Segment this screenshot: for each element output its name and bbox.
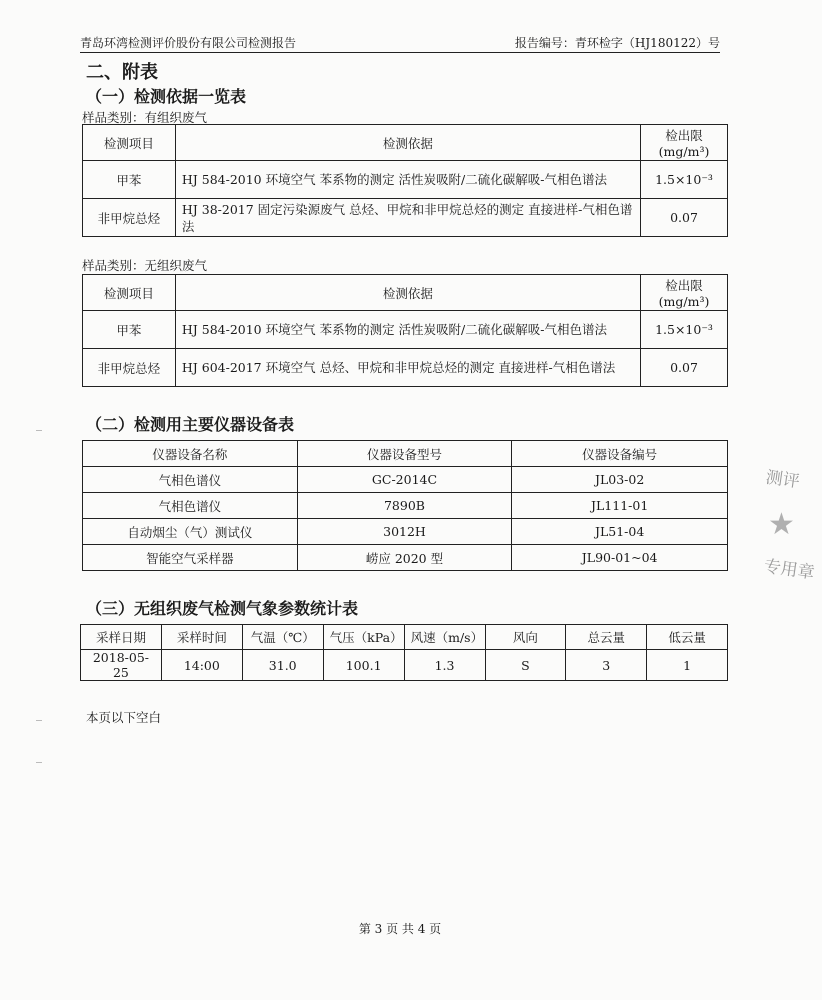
page-number: 第 3 页 共 4 页: [358, 922, 442, 936]
header-item: 检测项目: [83, 125, 176, 161]
header-date: 采样日期: [81, 625, 162, 650]
page-header: [80, 36, 720, 53]
total-cloud-cell: 3: [566, 650, 647, 681]
instrument-name: 气相色谱仪: [83, 467, 298, 493]
low-cloud-cell: 1: [647, 650, 728, 681]
header-instrument-model: 仪器设备型号: [297, 441, 512, 467]
header-basis: 检测依据: [175, 125, 640, 161]
stamp-text-bottom: 专用章: [762, 556, 816, 584]
margin-mark: [36, 430, 42, 431]
company-report-title: 青岛环湾检测评价股份有限公司检测报告: [80, 36, 297, 50]
item-cell: 甲苯: [83, 311, 176, 349]
basis-cell: HJ 584-2010 环境空气 苯系物的测定 活性炭吸附/二硫化碳解吸-气相色谱法: [175, 311, 640, 349]
header-wind-speed: 风速（m/s）: [404, 625, 485, 650]
table-header-row: [83, 275, 728, 311]
table-header-row: [83, 441, 728, 467]
section-title: 二、附表: [86, 62, 158, 83]
basis-table-organized: [82, 124, 728, 237]
report-number: 报告编号：青环检字（HJ180122）号: [514, 36, 720, 50]
instrument-name: 自动烟尘（气）测试仪: [83, 519, 298, 545]
header-item: 检测项目: [83, 275, 176, 311]
margin-mark: [36, 720, 42, 721]
instrument-model: GC-2014C: [297, 467, 512, 493]
table-row: [83, 545, 728, 571]
basis-title: （一）检测依据一览表: [86, 87, 247, 106]
star-icon: ★: [768, 507, 795, 542]
instrument-id: JL51-04: [512, 519, 728, 545]
limit-cell: 1.5×10⁻³: [641, 311, 728, 349]
table-row: [83, 199, 728, 237]
header-instrument-name: 仪器设备名称: [83, 441, 298, 467]
basis-cell: HJ 38-2017 固定污染源废气 总烃、甲烷和非甲烷总烃的测定 直接进样-气相色谱法: [175, 199, 640, 237]
item-cell: 非甲烷总烃: [83, 199, 176, 237]
table-row: [83, 493, 728, 519]
instrument-model: 7890B: [297, 493, 512, 519]
instrument-id: JL111-01: [512, 493, 728, 519]
basis-cell: HJ 584-2010 环境空气 苯系物的测定 活性炭吸附/二硫化碳解吸-气相色谱法: [175, 161, 640, 199]
weather-title: （三）无组织废气检测气象参数统计表: [86, 599, 359, 618]
table-row: [83, 519, 728, 545]
wind-speed-cell: 1.3: [404, 650, 485, 681]
category-unorganized: 样品类别：无组织废气: [82, 258, 208, 273]
time-cell: 14:00: [161, 650, 242, 681]
instrument-name: 智能空气采样器: [83, 545, 298, 571]
instrument-id: JL90-01~04: [512, 545, 728, 571]
header-total-cloud: 总云量: [566, 625, 647, 650]
wind-direction-cell: S: [485, 650, 566, 681]
table-row: [83, 311, 728, 349]
header-limit: 检出限 (mg/m³): [641, 125, 728, 161]
weather-table: [80, 624, 728, 681]
header-instrument-id: 仪器设备编号: [512, 441, 728, 467]
table-header-row: [83, 125, 728, 161]
table-row: [83, 467, 728, 493]
instrument-id: JL03-02: [512, 467, 728, 493]
margin-mark: [36, 762, 42, 763]
instrument-model: 3012H: [297, 519, 512, 545]
seal-stamp: [762, 455, 822, 615]
limit-cell: 1.5×10⁻³: [641, 161, 728, 199]
basis-cell: HJ 604-2017 环境空气 总烃、甲烷和非甲烷总烃的测定 直接进样-气相色谱法: [175, 349, 640, 387]
header-pressure: 气压（kPa）: [323, 625, 404, 650]
limit-cell: 0.07: [641, 199, 728, 237]
instruments-title: （二）检测用主要仪器设备表: [86, 415, 295, 434]
header-temperature: 气温（℃）: [242, 625, 323, 650]
temperature-cell: 31.0: [242, 650, 323, 681]
header-wind-direction: 风向: [485, 625, 566, 650]
header-basis: 检测依据: [175, 275, 640, 311]
date-cell: 2018-05-25: [81, 650, 162, 681]
instrument-name: 气相色谱仪: [83, 493, 298, 519]
basis-table-unorganized: [82, 274, 728, 387]
table-row: [83, 161, 728, 199]
header-low-cloud: 低云量: [647, 625, 728, 650]
instrument-model: 崂应 2020 型: [297, 545, 512, 571]
table-row: [81, 650, 728, 681]
pressure-cell: 100.1: [323, 650, 404, 681]
item-cell: 甲苯: [83, 161, 176, 199]
item-cell: 非甲烷总烃: [83, 349, 176, 387]
blank-below-note: 本页以下空白: [86, 710, 162, 725]
instruments-table: [82, 440, 728, 571]
header-time: 采样时间: [161, 625, 242, 650]
limit-cell: 0.07: [641, 349, 728, 387]
header-limit: 检出限 (mg/m³): [641, 275, 728, 311]
table-row: [83, 349, 728, 387]
category-organized: 样品类别：有组织废气: [82, 110, 208, 125]
table-header-row: [81, 625, 728, 650]
stamp-text-top: 测评: [764, 467, 801, 493]
